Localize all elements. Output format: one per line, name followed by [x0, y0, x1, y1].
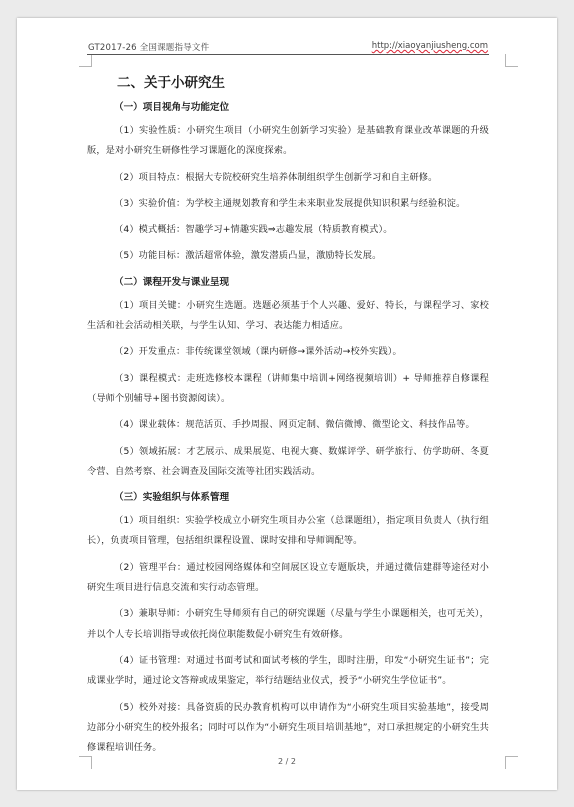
paragraph: （3）实验价值：为学校主通规划教育和学生未来职业发展提供知识积累与经验积淀。	[114, 197, 466, 209]
crop-mark-top-left	[79, 54, 92, 67]
section-heading: （三）实验组织与体系管理	[114, 492, 230, 504]
page-number: 2 / 2	[278, 757, 296, 766]
header-url-link[interactable]: http://xiaoyanjiusheng.com	[371, 41, 488, 51]
header-doc-title: GT2017-26 全国课题指导文件	[88, 43, 210, 53]
paragraph: （1）实验性质：小研究生项目（小研究生创新学习实验）是基础教育课业改革课题的升级版，是对小研究生研修性学习课题化的深度探索。	[87, 125, 489, 157]
section-heading: （二）课程开发与课业呈现	[114, 276, 230, 288]
section-heading: （一）项目视角与功能定位	[114, 102, 230, 113]
chapter-heading: 二、关于小研究生	[117, 75, 225, 91]
document-body	[87, 74, 489, 758]
paragraph: （5）校外对接：具备资质的民办教育机构可以申请作为“小研究生项目实验基地”，接受周边部分小研究生的校外报名；同时可以作为“小研究生项目培训基地”，对口承担规定的小研究生共修课程培训任务。	[87, 701, 489, 754]
paragraph: （3）课程模式：走班选修校本课程（讲师集中培训+网络视频培训）+ 导师推荐自修课程（导师个别辅导+图书资源阅读）。	[87, 372, 489, 404]
paragraph: （5）领域拓展：才艺展示、成果展览、电视大赛、数媒评学、研学旅行、仿学助研、冬夏令营、自然考察、社会调查及国际交流等社团实践活动。	[87, 445, 489, 477]
paragraph: （2）管理平台：通过校园网络媒体和空间展区设立专题版块，并通过微信建群等途径对小研究生项目进行信息交流和实行动态管理。	[87, 561, 489, 594]
header-rule	[87, 54, 489, 55]
paragraph: （1）项目关键：小研究生选题。选题必须基于个人兴趣、爱好、特长，与课程学习、家校生活和社会活动相关联，与学生认知、学习、表达能力相适应。	[87, 299, 489, 332]
paragraph: （4）模式概括：智趣学习+情趣实践⇒志趣发展（特质教育模式）。	[114, 224, 393, 236]
paragraph: （4）证书管理：对通过书面考试和面试考核的学生，即时注册，印发“小研究生证书”；完成课业学时，通过论文答辩或成果鉴定，举行结题结业仪式，授予“小研究生学位证书”。	[87, 654, 489, 687]
paragraph: （3）兼职导师：小研究生导师须有自己的研究课题（尽量与学生小课题相关，也可无关），并以个人专长培训指导或依托岗位职能数促小研究生有效研修。	[87, 608, 489, 640]
crop-mark-top-right	[505, 54, 518, 67]
paragraph: （5）功能目标：激活超常体验，激发潜质凸显，激励特长发展。	[114, 250, 382, 262]
paragraph: （1）项目组织：实验学校成立小研究生项目办公室（总课题组），指定项目负责人（执行组长），负责项目管理，包括组织课程设置、课时安排和导师调配等。	[87, 515, 489, 547]
document-page	[17, 18, 557, 790]
paragraph: （2）开发重点：非传统课堂领域（课内研修→课外活动→校外实践）。	[114, 346, 402, 358]
paragraph: （4）课业载体：规范活页、手抄周报、网页定制、微信微博、微型论文、科技作品等。	[114, 419, 475, 431]
paragraph: （2）项目特点：根据大专院校研究生培养体制组织学生创新学习和自主研修。	[114, 171, 438, 183]
